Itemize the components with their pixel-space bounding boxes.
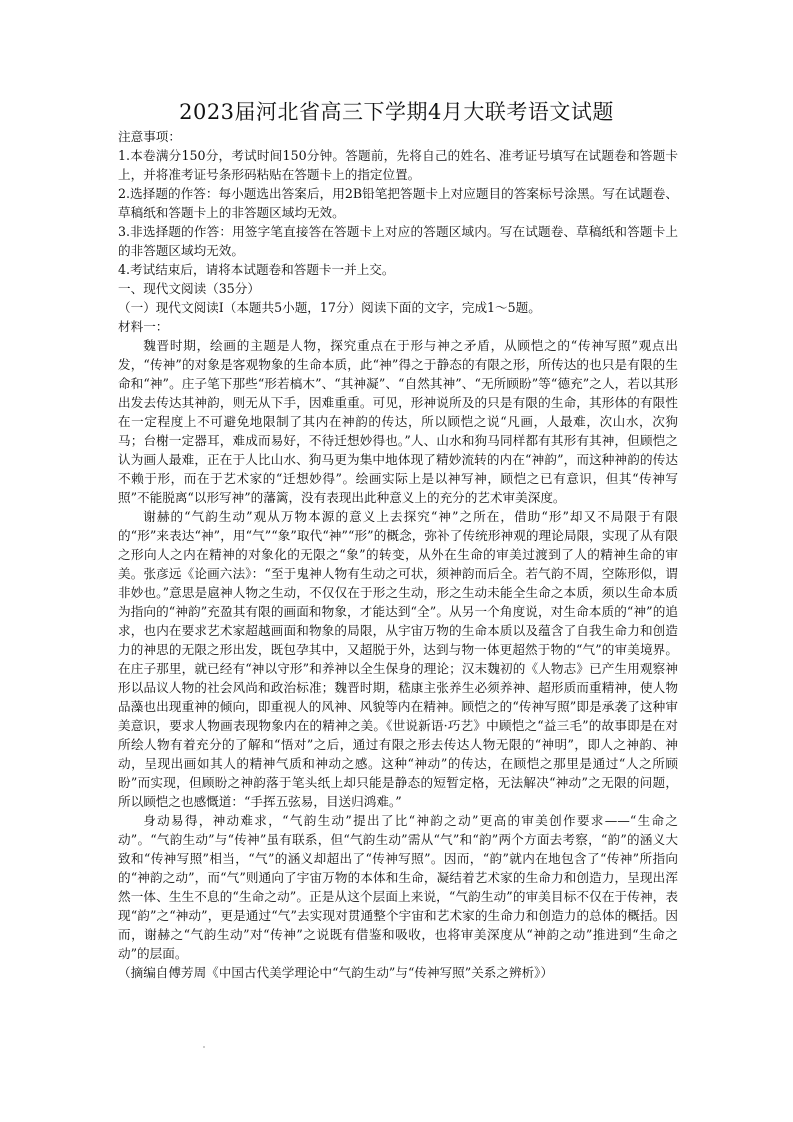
source-citation: （摘编自傅芳周《中国古代美学理论中“气韵生动”与“传神写照”关系之辨析》）: [118, 965, 554, 980]
paragraph-2: 谢赫的“气韵生动”观从万物本源的意义上去探究“神”之所在，借助“形”却又不局限于有限的“形”来表达“神”，用“气”“象”取代“神”“形”的概念，弥补了传统形神观的理论局限，实现了从有限之形向人之内在精神的对象化的无限之“象”的转变，从外在生命的审美过渡到了人的精神生命的审美。张彦远《论画六法》：“至于鬼神人物有生动之可状，须神韵而后全。若气韵不周，空陈形似，谓非妙也。”意思是扈神人物之生动，不仅仅在于形之生动，形之生动未能全生命之本质，须以生命本质为指向的“神韵”充盈其有限的画面和物象，才能达到“全”。从另一个角度说，对生命本质的“神”的追求，也内在要求艺术家超越画面和物象的局限，从宇宙万物的生命本质以及蕴含了自我生命力和创造力的神思的无限之形出发，既包孕其中，又超脱于外，达到与物一体更超然于物的“气”的审美境界。在庄子那里，就已经有“神以守形”和养神以全生保身的理论；汉末魏初的《人物志》已产生用观察神形以品议人物的社会风尚和政治标准；魏晋时期，嵇康主张养生必须养神、超形质而重精神，使人物品藻也出现重神的倾向，即重视人的风神、风貌等内在精神。顾恺之的“传神写照”即是承袭了这种审美意识，要求人物画表现物象内在的精神之美。《世说新语·巧艺》中顾恺之“益三毛”的故事即是在对所绘人物有着充分的了解和“悟对”之后，通过有限之形去传达人物无限的“神明”，即人之神韵、神动，呈现出画如其人的精神气质和神动之感。这种“神动”的传达，在顾恺之那里是通过“人之所顾盼”而实现，但顾盼之神韵落于笔头纸上却只能是静态的短暂定格，无法解决“神动”之无限的问题，所以顾恺之也感慨道：“手挥五弦易，目送归鸿难。”: [118, 509, 678, 809]
subsection-heading: （一）现代文阅读Ⅰ（本题共5小题，17分）阅读下面的文字，完成1～5题。: [118, 300, 541, 315]
notice-item-3: 3.非选择题的作答：用签字笔直接答在答题卡上对应的答题区域内。写在试题卷、草稿纸和答题卡上的非答题区域均无效。: [118, 224, 678, 258]
section-heading: 一、现代文阅读（35分）: [118, 281, 260, 296]
paragraph-3: 身动易得，神动难求，“气韵生动”提出了比“神韵之动”更高的审美创作要求——“生命之动”。“气韵生动”与“传神”虽有联系，但“气韵生动”需从“气”和“韵”两个方面去考察，“韵”的涵义大致和“传神写照”相当，“气”的涵义却超出了“传神写照”。因而，“韵”就内在地包含了“传神”所指向的“神韵之动”，而“气”则通向了宇宙万物的本体和生命，凝结着艺术家的生命力和创造力，呈现出浑然一体、生生不息的“生命之动”。正是从这个层面上来说，“气韵生动”的审美目标不仅在于传神，表现“韵”之“神动”，更是通过“气”去实现对贯通整个宇宙和艺术家的生命力和创造力的总体的概括。因而，谢赫之“气韵生动”对“传神”之说既有借鉴和吸收，也将审美深度从“神韵之动”推进到“生命之动”的层面。: [118, 813, 678, 961]
scan-speck: [203, 1046, 205, 1048]
exam-body: [118, 127, 678, 982]
exam-title: 2023届河北省高三下学期4月大联考语文试题: [179, 100, 614, 124]
notice-item-2: 2.选择题的作答：每小题选出答案后，用2B铅笔把答题卡上对应题目的答案标号涂黑。写在试题卷、草稿纸和答题卡上的非答题区域均无效。: [118, 186, 678, 220]
notice-item-1: 1.本卷满分150分，考试时间150分钟。答题前，先将自己的姓名、准考证号填写在试题卷和答题卡上，并将准考证号条形码粘贴在答题卡上的指定位置。: [118, 148, 678, 182]
material-label: 材料一：: [118, 319, 169, 334]
paragraph-1: 魏晋时期，绘画的主题是人物，探究重点在于形与神之矛盾，从顾恺之的“传神写照”观点出发，“传神”的对象是客观物象的生命本质，此“神”得之于静态的有限之形，所传达的也只是有限的生命和“神”。庄子笔下那些“形若槁木”、“其神凝”、“自然其神”、“无所顾盼”等“德充”之人，若以其形出发去传达其神韵，则无从下手，因难重重。可见，形神说所及的只是有限的生命，其形体的有限性在一定程度上不可避免地限制了其内在神韵的传达，所以顾恺之说“凡画，人最难，次山水，次狗马；台榭一定器耳，难成而易好，不待迁想妙得也。”人、山水和狗马同样都有其形有其神，但顾恺之认为画人最难，正在于人比山水、狗马更为集中地体现了精妙流转的内在“神韵”，而这种神韵的传达不赖于形，而在于艺术家的“迁想妙得”。绘画实际上是以神写神，顾恺之已有意识，但其“传神写照”不能脱离“以形写神”的藩篱，没有表现出此种意义上的充分的艺术审美深度。: [118, 338, 678, 505]
notice-item-4: 4.考试结束后，请将本试题卷和答题卡一并上交。: [118, 262, 395, 277]
notice-heading: 注意事项：: [118, 129, 181, 144]
